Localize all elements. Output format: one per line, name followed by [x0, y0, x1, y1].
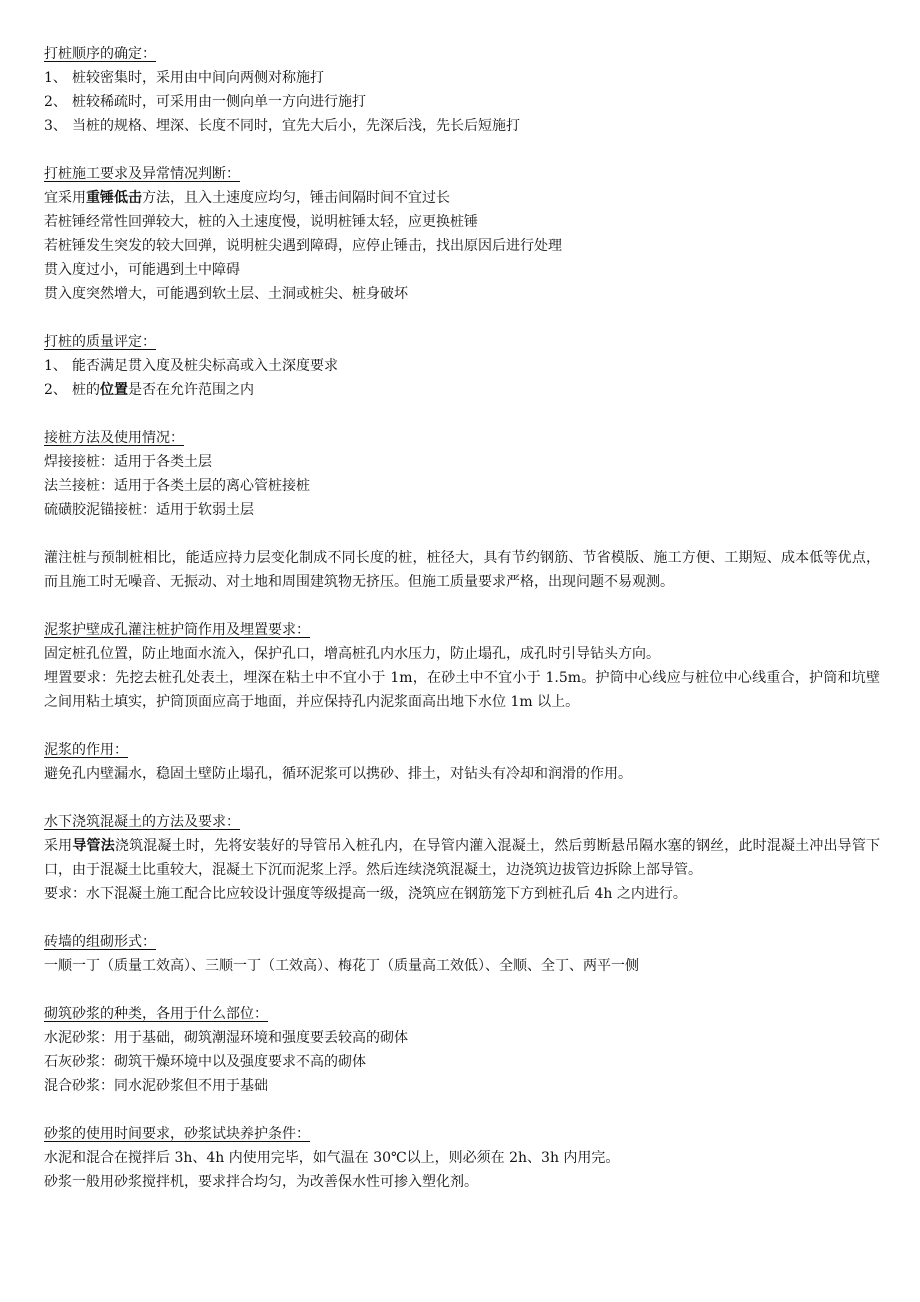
- text-line: 砂浆一般用砂浆搅拌机，要求拌合均匀，为改善保水性可掺入塑化剂。: [44, 1174, 478, 1190]
- text-line: 一顺一丁（质量工效高）、三顺一丁（工效高）、梅花丁（质量高工效低）、全顺、全丁、两平一侧: [44, 958, 639, 974]
- text-line: 宜采用重锤低击方法，且入土速度应均匀，锤击间隔时间不宜过长: [44, 190, 450, 206]
- list-item: 1、 桩较密集时，采用由中间向两侧对称施打: [44, 70, 324, 86]
- text-line: 贯入度突然增大，可能遇到软土层、土洞或桩尖、桩身破坏: [44, 286, 408, 302]
- section-brick-bonding: [44, 930, 880, 978]
- section-heading: 砂浆的使用时间要求，砂浆试块养护条件：: [44, 1126, 310, 1142]
- section-heading: 泥浆护壁成孔灌注桩护筒作用及埋置要求：: [44, 622, 310, 638]
- text-line: 水泥砂浆：用于基础，砌筑潮湿环境和强度要丢较高的砌体: [44, 1030, 408, 1046]
- list-item: 2、 桩的位置是否在允许范围之内: [44, 382, 254, 398]
- text-line: 若桩锤经常性回弹较大，桩的入土速度慢，说明桩锤太轻，应更换桩锤: [44, 214, 478, 230]
- emphasis-text: 位置: [100, 382, 128, 398]
- section-cast-in-place-pile: [44, 546, 880, 594]
- document-page: [44, 42, 880, 1218]
- text-line: 硫磺胶泥锚接桩：适用于软弱土层: [44, 502, 254, 518]
- text-line: 若桩锤发生突发的较大回弹，说明桩尖遇到障碍，应停止锤击，找出原因后进行处理: [44, 238, 562, 254]
- section-heading: 水下浇筑混凝土的方法及要求：: [44, 814, 240, 830]
- text-line: 固定桩孔位置，防止地面水流入，保护孔口，增高桩孔内水压力，防止塌孔，成孔时引导钻头方向。: [44, 646, 660, 662]
- text-line: 要求：水下混凝土施工配合比应较设计强度等级提高一级，浇筑应在钢筋笼下方到桩孔后 4h 之内进行。: [44, 886, 687, 902]
- emphasis-text: 导管法: [72, 838, 115, 854]
- section-heading: 接桩方法及使用情况：: [44, 430, 184, 446]
- section-quality-assessment: [44, 330, 880, 402]
- text-line: 焊接接桩：适用于各类土层: [44, 454, 212, 470]
- paragraph: 埋置要求：先挖去桩孔处表土，埋深在粘土中不宜小于 1m，在砂土中不宜小于 1.5m。护筒中心线应与桩位中心线重合，护筒和坑壁之间用粘土填实，护筒顶面应高于地面，并应保持孔内泥浆面高出地下水位 1m 以上。: [44, 670, 880, 710]
- section-pile-splicing: [44, 426, 880, 522]
- list-item: 3、 当桩的规格、埋深、长度不同时，宜先大后小，先深后浅，先长后短施打: [44, 118, 520, 134]
- list-item: 1、 能否满足贯入度及桩尖标高或入土深度要求: [44, 358, 338, 374]
- text-line: 石灰砂浆：砌筑干燥环境中以及强度要求不高的砌体: [44, 1054, 366, 1070]
- section-underwater-concrete: [44, 810, 880, 906]
- emphasis-text: 重锤低击: [86, 190, 142, 206]
- text-line: 水泥和混合在搅拌后 3h、4h 内使用完毕，如气温在 30℃以上，则必须在 2h、3h 内用完。: [44, 1150, 620, 1166]
- section-heading: 打桩的质量评定：: [44, 334, 156, 350]
- text-line: 混合砂浆：同水泥砂浆但不用于基础: [44, 1078, 268, 1094]
- section-mortar-usage-time: [44, 1122, 880, 1194]
- section-mortar-types: [44, 1002, 880, 1098]
- text-line: 避免孔内壁漏水，稳固土壁防止塌孔，循环泥浆可以携砂、排土，对钻头有冷却和润滑的作用。: [44, 766, 632, 782]
- section-heading: 打桩顺序的确定：: [44, 46, 156, 62]
- text-line: 法兰接桩：适用于各类土层的离心管桩接桩: [44, 478, 310, 494]
- section-slurry-function: [44, 738, 880, 786]
- text-line: 贯入度过小，可能遇到土中障碍: [44, 262, 240, 278]
- paragraph: 采用导管法浇筑混凝土时，先将安装好的导管吊入桩孔内，在导管内灌入混凝土，然后剪断悬吊隔水塞的钢丝，此时混凝土冲出导管下口，由于混凝土比重较大，混凝土下沉而泥浆上浮。然后连续浇筑混凝土，边浇筑边拔管边拆除上部导管。: [44, 838, 881, 878]
- section-heading: 泥浆的作用：: [44, 742, 128, 758]
- list-item: 2、 桩较稀疏时，可采用由一侧向单一方向进行施打: [44, 94, 366, 110]
- section-heading: 打桩施工要求及异常情况判断：: [44, 166, 240, 182]
- section-heading: 砖墙的组砌形式：: [44, 934, 156, 950]
- section-casing-requirements: [44, 618, 880, 714]
- section-pile-driving-requirements: [44, 162, 880, 306]
- paragraph: 灌注桩与预制桩相比，能适应持力层变化制成不同长度的桩，桩径大，具有节约钢筋、节省模版、施工方便、工期短、成本低等优点，而且施工时无噪音、无振动、对土地和周围建筑物无挤压。但施工质量要求严格，出现问题不易观测。: [44, 550, 880, 590]
- section-pile-driving-sequence: [44, 42, 880, 138]
- section-heading: 砌筑砂浆的种类，各用于什么部位：: [44, 1006, 268, 1022]
